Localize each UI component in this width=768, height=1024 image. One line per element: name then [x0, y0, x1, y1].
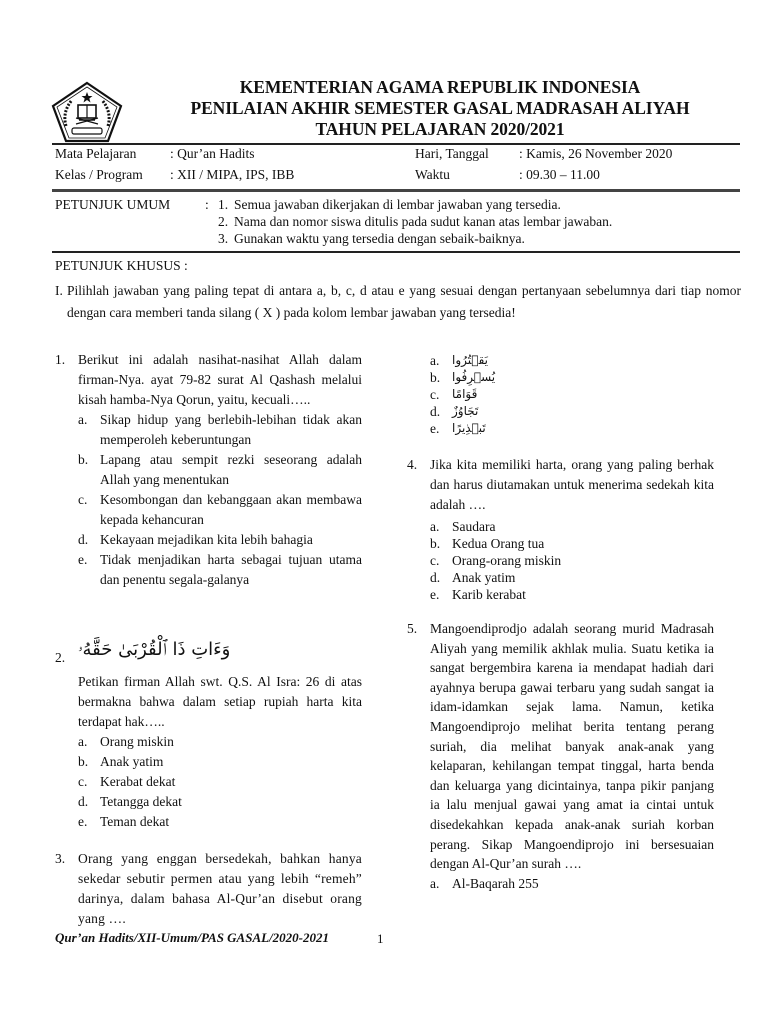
option-a[interactable]: a. يَقۡتُرُوا: [430, 353, 488, 368]
quran-verse: [78, 640, 362, 672]
instructions-divider: [52, 251, 740, 253]
answer-options: [430, 352, 714, 437]
info-row-subject: [55, 143, 294, 164]
instruction-text: Pilihlah jawaban yang paling tepat di antara a, b, c, d atau e yang sesuai dengan pertanyaan sebelumnya dari tiap nomor dengan cara memberi tanda silang ( X ) pada kolom lembar jawaban yang tersedia!: [67, 283, 741, 320]
question-text: Jika kita memiliki harta, orang yang paling berhak dan harus diutamakan untuk menerima sedekah kita adalah ….: [430, 457, 714, 512]
answer-options: [430, 518, 714, 603]
question-number: 4.: [407, 457, 418, 472]
option-a[interactable]: a. Orang miskin: [78, 734, 174, 749]
info-value: : Qur’an Hadits: [170, 146, 255, 161]
info-value: : Kamis, 26 November 2020: [519, 146, 673, 161]
instruction-item: 1. Semua jawaban dikerjakan di lembar jawaban yang tersedia.: [218, 197, 561, 212]
option-d[interactable]: d. Tetangga dekat: [78, 794, 182, 809]
answer-options: [78, 732, 362, 832]
answer-options: [78, 410, 362, 590]
title-line-ministry: KEMENTERIAN AGAMA REPUBLIK INDONESIA: [239, 77, 641, 97]
page-number: 1: [377, 931, 384, 946]
info-value: : 09.30 – 11.00: [519, 167, 600, 182]
option-d[interactable]: d. تَجَاوُزٌ: [430, 404, 479, 419]
question-2: [55, 640, 362, 832]
general-instructions-list: [218, 196, 612, 247]
exam-info-right: [415, 143, 672, 185]
specific-instructions-label: PETUNJUK KHUSUS :: [55, 258, 188, 273]
info-value: : XII / MIPA, IPS, IBB: [170, 167, 295, 182]
arabic-verse-text: وَءَاتِ ذَا ٱلْقُرْبَىٰ حَقَّهُۥ: [78, 639, 231, 660]
question-5: [407, 619, 714, 894]
question-text: Petikan firman Allah swt. Q.S. Al Isra: 26 di atas bermakna bahwa dalam setiap rupiah harta kita terdapat hak…..: [78, 674, 362, 729]
option-b[interactable]: b. Kedua Orang tua: [430, 536, 545, 551]
specific-instructions: [55, 280, 741, 323]
option-c[interactable]: c. Kerabat dekat: [78, 774, 176, 789]
question-3-options: [407, 352, 714, 437]
option-d[interactable]: d. Anak yatim: [430, 570, 516, 585]
info-row-date: [415, 143, 672, 164]
option-e[interactable]: e. Tidak menjadikan harta sebagai tujuan utama dan penentu segala-galanya: [78, 552, 362, 587]
option-e[interactable]: e. تَبۡذِيرًا: [430, 421, 486, 436]
info-label: Waktu: [415, 167, 450, 182]
question-3: [55, 849, 362, 929]
option-b[interactable]: b. يُسۡرِفُوا: [430, 370, 496, 385]
info-label: Hari, Tanggal: [415, 146, 489, 161]
instruction-item: 2. Nama dan nomor siswa ditulis pada sudut kanan atas lembar jawaban.: [218, 214, 613, 229]
exam-info-left: [55, 143, 294, 185]
section-number: I.: [55, 283, 63, 298]
question-text: Berikut ini adalah nasihat-nasihat Allah dalam firman-Nya. ayat 79-82 surat Al Qashash melalui kisah hamba-Nya Qorun, yaitu, kecuali…..: [78, 352, 362, 407]
info-label: Mata Pelajaran: [55, 146, 137, 161]
question-number: 5.: [407, 621, 418, 636]
option-a[interactable]: a. Al-Baqarah 255: [430, 875, 539, 891]
question-1: [55, 350, 362, 590]
general-instructions-label: PETUNJUK UMUM: [55, 197, 171, 212]
kemenag-emblem-icon: [50, 80, 124, 144]
info-divider: [52, 189, 740, 192]
question-4: [407, 455, 714, 603]
option-d[interactable]: d. Kekayaan mejadikan kita lebih bahagia: [78, 532, 313, 547]
title-line-year: TAHUN PELAJARAN 2020/2021: [315, 119, 565, 139]
question-number: 1.: [55, 352, 66, 367]
instruction-item: 3. Gunakan waktu yang tersedia dengan sebaik-baiknya.: [218, 231, 525, 246]
question-text: Mangoendiprodjo adalah seorang murid Madrasah Aliyah yang memilik akhlak mulia. Suatu ketika ia sangat bergembira karena ia mendapat hadiah dari ayahnya berupa gawai terbaru yang sudah sangat ia idam-idamkan sejak lama. Namun, ketika Mangoendiprojo melihat berita tentang perang suriah, dia melihat banyak anak-anak yang kelaparan, kehilangan tempat tinggal, harta benda dan keluarga yang dicintainya, tanpa pikir panjang ia lalu menjual gawai yang amat ia cintai untuk disedekahkan kepada anak-anak suriah korban perang. Sikap Mangoendiprojo ini bersesuaian dengan Al-Qur’an surah ….: [430, 621, 714, 872]
page-footer: Qur’an Hadits/XII-Umum/PAS GASAL/2020-2021: [55, 930, 330, 945]
exam-title: [140, 77, 740, 140]
option-c[interactable]: c. قَوَامًا: [430, 387, 478, 402]
option-e[interactable]: e. Karib kerabat: [430, 587, 526, 602]
option-b[interactable]: b. Anak yatim: [78, 754, 164, 769]
question-text: Orang yang enggan bersedekah, bahkan hanya sekedar sebutir permen atau yang lebih “remeh” darinya, dalam bahasa Al-Qur’an disebut orang yang ….: [78, 851, 362, 926]
question-number: 2.: [55, 650, 66, 665]
colon: :: [205, 197, 209, 212]
option-c[interactable]: c. Kesombongan dan kebanggaan akan membawa kepada kehancuran: [78, 492, 362, 527]
option-a[interactable]: a. Saudara: [430, 519, 496, 534]
info-row-time: [415, 164, 672, 185]
info-row-class: [55, 164, 294, 185]
title-line-exam: PENILAIAN AKHIR SEMESTER GASAL MADRASAH ALIYAH: [190, 98, 690, 118]
info-label: Kelas / Program: [55, 167, 143, 182]
answer-options: [430, 874, 714, 894]
option-e[interactable]: e. Teman dekat: [78, 814, 170, 829]
option-b[interactable]: b. Lapang atau sempit rezki seseorang adalah Allah yang menentukan: [78, 452, 362, 487]
question-number: 3.: [55, 851, 66, 866]
option-a[interactable]: a. Sikap hidup yang berlebih-lebihan tidak akan memperoleh keberuntungan: [78, 412, 362, 447]
option-c[interactable]: c. Orang-orang miskin: [430, 553, 562, 568]
